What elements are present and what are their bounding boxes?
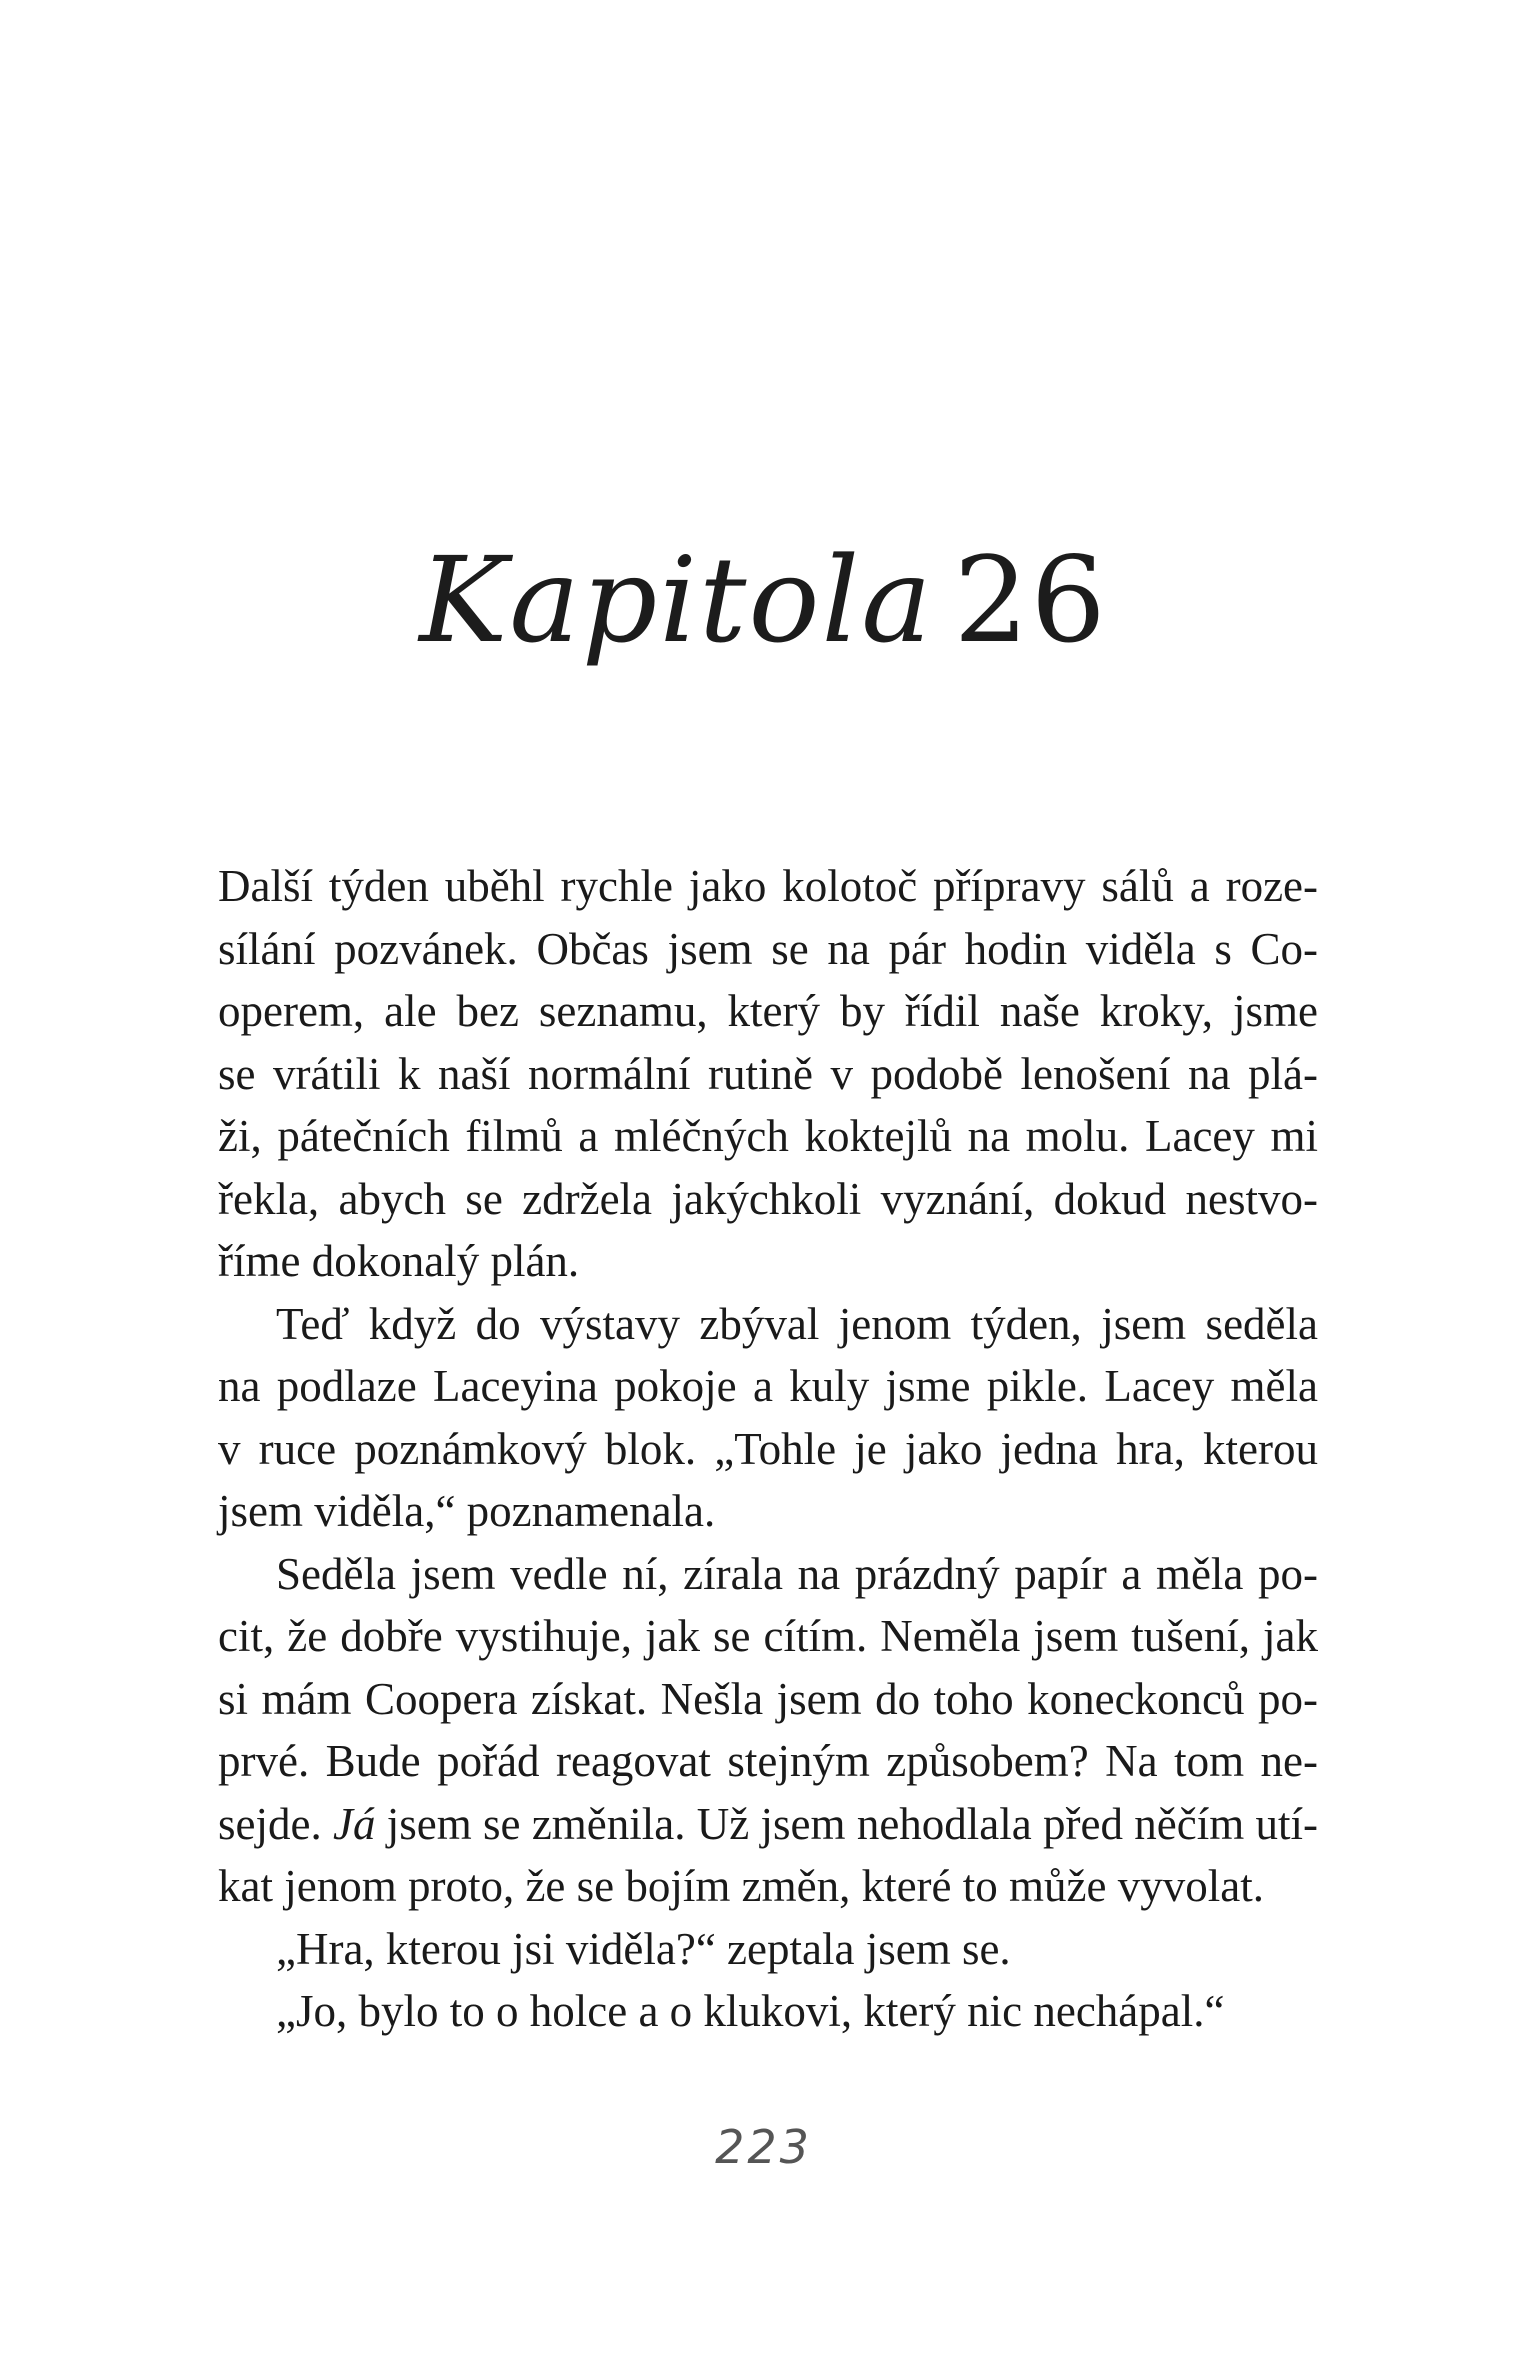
text-line: „Hra, kterou jsi viděla?“ zeptala jsem se.: [276, 1923, 1011, 1974]
text-line: na podlaze Laceyina pokoje a kuly jsme pikle. Lacey měla: [218, 1361, 1318, 1411]
text-line: v ruce poznámkový blok. „Tohle je jako jedna hra, kterou: [218, 1423, 1318, 1474]
text-line: Seděla jsem vedle ní, zírala na prázdný papír a měla po-: [276, 1548, 1318, 1599]
paragraph-2: [218, 1293, 1318, 1543]
paragraph-4: [218, 1918, 1318, 1981]
paragraph-3: [218, 1543, 1318, 1918]
chapter-body: [218, 855, 1318, 2043]
paragraph-1: [218, 855, 1318, 1293]
chapter-number: 26: [953, 531, 1108, 669]
text-line: ži, pátečních filmů a mléčných koktejlů na molu. Lacey mi: [218, 1111, 1318, 1161]
text-line: kat jenom proto, že se bojím změn, které to může vyvolat.: [218, 1861, 1264, 1911]
text-line: sílání pozvánek. Občas jsem se na pár hodin viděla s Co-: [218, 923, 1318, 974]
text-line: se vrátili k naší normální rutině v podobě lenošení na plá-: [218, 1048, 1318, 1099]
chapter-word: Kapitola: [419, 531, 934, 669]
text-segment: sejde.: [218, 1798, 333, 1849]
text-line: říme dokonalý plán.: [218, 1236, 580, 1286]
text-line: řekla, abych se zdržela jakýchkoli vyznání, dokud nestvo-: [218, 1173, 1318, 1224]
text-line: Teď když do výstavy zbýval jenom týden, jsem seděla: [276, 1298, 1318, 1349]
text-line: Další týden uběhl rychle jako kolotoč přípravy sálů a roze-: [218, 861, 1318, 911]
paragraph-5: [218, 1980, 1318, 2043]
italic-emphasis: Já: [333, 1798, 376, 1849]
text-line: si mám Coopera získat. Nešla jsem do toho koneckonců po-: [218, 1673, 1318, 1724]
text-line: prvé. Bude pořád reagovat stejným způsobem? Na tom ne-: [218, 1736, 1318, 1786]
page-number: 223: [715, 2120, 812, 2174]
text-line: „Jo, bylo to o holce a o klukovi, který nic nechápal.“: [276, 1986, 1225, 2036]
text-segment: jsem se změnila. Už jsem nehodlala před něčím utí-: [375, 1798, 1318, 1849]
text-line-with-italic: [218, 1793, 1318, 1856]
text-line: operem, ale bez seznamu, který by řídil naše kroky, jsme: [218, 986, 1318, 1036]
chapter-title: [0, 530, 1527, 670]
text-line: jsem viděla,“ poznamenala.: [218, 1486, 716, 1536]
text-line: cit, že dobře vystihuje, jak se cítím. Neměla jsem tušení, jak: [218, 1611, 1318, 1661]
